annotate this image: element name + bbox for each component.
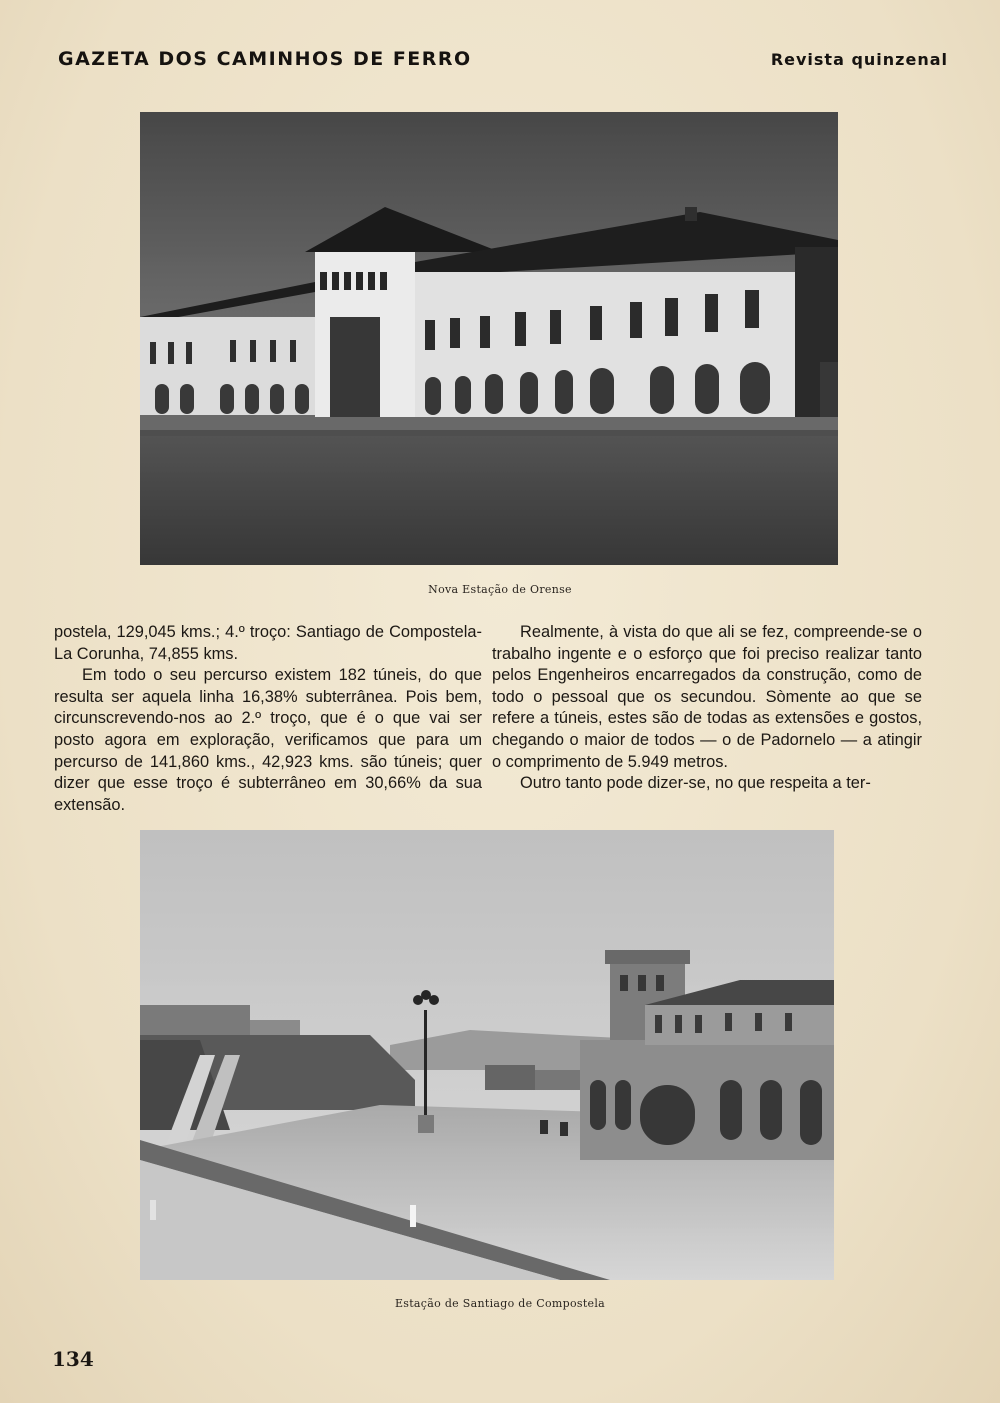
photo-santiago-station bbox=[140, 830, 834, 1280]
photo-caption-orense: Nova Estação de Orense bbox=[428, 583, 572, 596]
magazine-title: GAZETA DOS CAMINHOS DE FERRO bbox=[58, 48, 472, 70]
paragraph: Em todo o seu percurso existem 182 túneis, do que resulta ser aquela linha 16,38% subterrânea. Pois bem, circunscrevendo-nos ao 2.º troço, que é o que vai ser posto agora em exploração, verificamos que para um percurso de 141,860 kms., 42,923 kms. são túneis; quer dizer que esse troço é subterrâneo em 30,66% da sua extensão. bbox=[54, 666, 482, 814]
photo-orense-station bbox=[140, 112, 838, 565]
paragraph: Realmente, à vista do que ali se fez, compreende-se o trabalho ingente e o esforço que foi preciso realizar tanto pelos Engenheiros encarregados da construção, como de todo o pessoal que os secundou. Sòmente ao que se refere a túneis, estes são de todas as extensões e gostos, chegando o maior de todos — o de Padornelo — a atingir o comprimento de 5.949 metros. bbox=[492, 623, 922, 771]
photo-caption-santiago: Estação de Santiago de Compostela bbox=[394, 1297, 606, 1310]
page-number: 134 bbox=[52, 1347, 94, 1371]
article-column-left bbox=[54, 622, 482, 816]
magazine-subtitle: Revista quinzenal bbox=[770, 50, 948, 69]
paragraph: Outro tanto pode dizer-se, no que respeita a ter- bbox=[520, 774, 871, 793]
paragraph: postela, 129,045 kms.; 4.º troço: Santiago de Compostela-La Corunha, 74,855 kms. bbox=[54, 623, 482, 663]
article-column-right bbox=[492, 622, 922, 795]
